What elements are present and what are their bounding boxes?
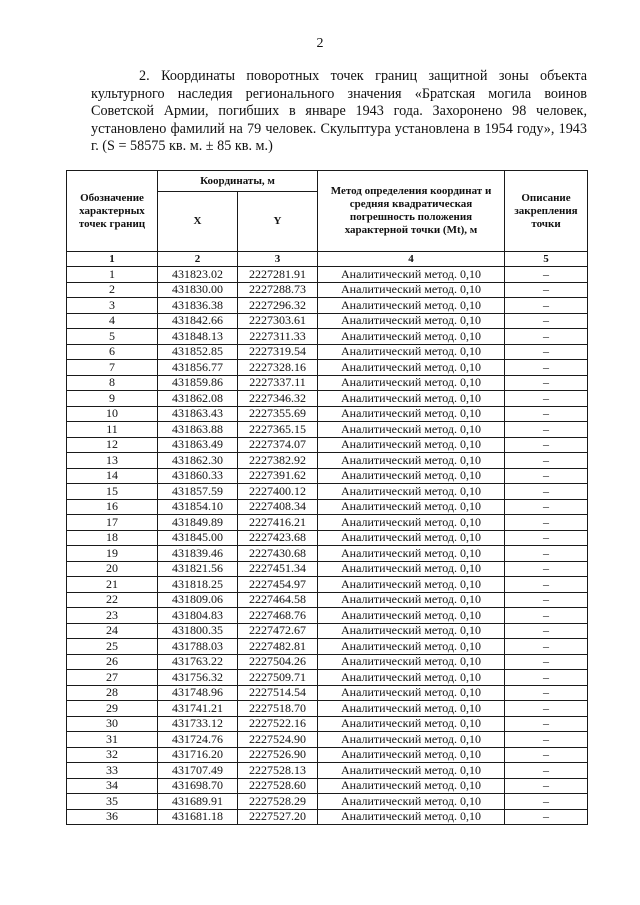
column-number: 2 <box>158 252 238 267</box>
table-row <box>67 453 588 469</box>
description-cell: – <box>505 515 588 531</box>
header-fixing-description: Описание закрепления точки <box>505 171 588 252</box>
table-row <box>67 468 588 484</box>
point-number-cell: 18 <box>67 530 158 546</box>
method-cell: Аналитический метод. 0,10 <box>318 375 505 391</box>
method-cell: Аналитический метод. 0,10 <box>318 732 505 748</box>
y-cell: 2227391.62 <box>238 468 318 484</box>
table-row <box>67 344 588 360</box>
y-cell: 2227430.68 <box>238 546 318 562</box>
method-cell: Аналитический метод. 0,10 <box>318 437 505 453</box>
point-number-cell: 20 <box>67 561 158 577</box>
point-number-cell: 15 <box>67 484 158 500</box>
table-row <box>67 592 588 608</box>
header-point-designation: Обозначение характерных точек границ <box>67 171 158 252</box>
point-number-cell: 36 <box>67 809 158 825</box>
header-x: X <box>158 192 238 252</box>
table-row <box>67 267 588 283</box>
method-cell: Аналитический метод. 0,10 <box>318 794 505 810</box>
y-cell: 2227464.58 <box>238 592 318 608</box>
table-row <box>67 530 588 546</box>
table-row <box>67 778 588 794</box>
description-cell: – <box>505 732 588 748</box>
y-cell: 2227337.11 <box>238 375 318 391</box>
table-row <box>67 747 588 763</box>
paragraph-text: 2. Координаты поворотных точек границ защитной зоны объекта культурного наследия регионального значения «Братская могила воинов Советской Армии, погибших в январе 1943 года. Захоронено 98 человек, установлено фамилий на 79 человек. Скульптура установлена в 1954 году», 1943 г. (S = 58575 кв. м. ± 85 кв. м.) <box>91 68 587 155</box>
description-cell: – <box>505 716 588 732</box>
method-cell: Аналитический метод. 0,10 <box>318 298 505 314</box>
x-cell: 431756.32 <box>158 670 238 686</box>
point-number-cell: 4 <box>67 313 158 329</box>
method-cell: Аналитический метод. 0,10 <box>318 608 505 624</box>
table-row <box>67 685 588 701</box>
description-cell: – <box>505 298 588 314</box>
table-row <box>67 561 588 577</box>
method-cell: Аналитический метод. 0,10 <box>318 267 505 283</box>
x-cell: 431707.49 <box>158 763 238 779</box>
table-row <box>67 499 588 515</box>
point-number-cell: 8 <box>67 375 158 391</box>
x-cell: 431818.25 <box>158 577 238 593</box>
y-cell: 2227355.69 <box>238 406 318 422</box>
description-cell: – <box>505 267 588 283</box>
table-row <box>67 654 588 670</box>
description-cell: – <box>505 360 588 376</box>
x-cell: 431681.18 <box>158 809 238 825</box>
column-number: 4 <box>318 252 505 267</box>
description-cell: – <box>505 763 588 779</box>
point-number-cell: 24 <box>67 623 158 639</box>
table-row <box>67 763 588 779</box>
y-cell: 2227319.54 <box>238 344 318 360</box>
table-body <box>67 267 588 825</box>
description-cell: – <box>505 546 588 562</box>
table-row <box>67 329 588 345</box>
method-cell: Аналитический метод. 0,10 <box>318 592 505 608</box>
x-cell: 431859.86 <box>158 375 238 391</box>
table-row <box>67 809 588 825</box>
x-cell: 431852.85 <box>158 344 238 360</box>
description-cell: – <box>505 468 588 484</box>
point-number-cell: 31 <box>67 732 158 748</box>
description-cell: – <box>505 453 588 469</box>
description-cell: – <box>505 561 588 577</box>
y-cell: 2227416.21 <box>238 515 318 531</box>
method-cell: Аналитический метод. 0,10 <box>318 639 505 655</box>
point-number-cell: 5 <box>67 329 158 345</box>
point-number-cell: 12 <box>67 437 158 453</box>
description-cell: – <box>505 639 588 655</box>
table-row <box>67 716 588 732</box>
y-cell: 2227472.67 <box>238 623 318 639</box>
description-cell: – <box>505 329 588 345</box>
description-cell: – <box>505 499 588 515</box>
point-number-cell: 25 <box>67 639 158 655</box>
method-cell: Аналитический метод. 0,10 <box>318 453 505 469</box>
x-cell: 431788.03 <box>158 639 238 655</box>
point-number-cell: 14 <box>67 468 158 484</box>
method-cell: Аналитический метод. 0,10 <box>318 809 505 825</box>
method-cell: Аналитический метод. 0,10 <box>318 391 505 407</box>
description-cell: – <box>505 422 588 438</box>
point-number-cell: 1 <box>67 267 158 283</box>
method-cell: Аналитический метод. 0,10 <box>318 313 505 329</box>
x-cell: 431836.38 <box>158 298 238 314</box>
description-cell: – <box>505 406 588 422</box>
x-cell: 431845.00 <box>158 530 238 546</box>
x-cell: 431763.22 <box>158 654 238 670</box>
description-cell: – <box>505 344 588 360</box>
y-cell: 2227296.32 <box>238 298 318 314</box>
y-cell: 2227328.16 <box>238 360 318 376</box>
description-cell: – <box>505 484 588 500</box>
x-cell: 431733.12 <box>158 716 238 732</box>
method-cell: Аналитический метод. 0,10 <box>318 716 505 732</box>
y-cell: 2227451.34 <box>238 561 318 577</box>
header-y: Y <box>238 192 318 252</box>
method-cell: Аналитический метод. 0,10 <box>318 747 505 763</box>
method-cell: Аналитический метод. 0,10 <box>318 282 505 298</box>
x-cell: 431809.06 <box>158 592 238 608</box>
coordinates-table <box>66 170 588 825</box>
table-row <box>67 422 588 438</box>
table-row <box>67 515 588 531</box>
table-row <box>67 732 588 748</box>
method-cell: Аналитический метод. 0,10 <box>318 654 505 670</box>
method-cell: Аналитический метод. 0,10 <box>318 623 505 639</box>
y-cell: 2227468.76 <box>238 608 318 624</box>
point-number-cell: 2 <box>67 282 158 298</box>
y-cell: 2227408.34 <box>238 499 318 515</box>
description-cell: – <box>505 701 588 717</box>
point-number-cell: 16 <box>67 499 158 515</box>
y-cell: 2227311.33 <box>238 329 318 345</box>
point-number-cell: 7 <box>67 360 158 376</box>
page-number: 2 <box>316 36 324 51</box>
y-cell: 2227524.90 <box>238 732 318 748</box>
y-cell: 2227514.54 <box>238 685 318 701</box>
header-coordinates: Координаты, м <box>158 171 318 192</box>
point-number-cell: 30 <box>67 716 158 732</box>
y-cell: 2227522.16 <box>238 716 318 732</box>
description-cell: – <box>505 778 588 794</box>
column-number: 3 <box>238 252 318 267</box>
section-paragraph <box>91 68 587 156</box>
x-cell: 431854.10 <box>158 499 238 515</box>
table-row <box>67 701 588 717</box>
x-cell: 431863.88 <box>158 422 238 438</box>
x-cell: 431741.21 <box>158 701 238 717</box>
method-cell: Аналитический метод. 0,10 <box>318 577 505 593</box>
y-cell: 2227527.20 <box>238 809 318 825</box>
y-cell: 2227303.61 <box>238 313 318 329</box>
description-cell: – <box>505 654 588 670</box>
x-cell: 431698.70 <box>158 778 238 794</box>
point-number-cell: 26 <box>67 654 158 670</box>
x-cell: 431863.49 <box>158 437 238 453</box>
method-cell: Аналитический метод. 0,10 <box>318 685 505 701</box>
y-cell: 2227374.07 <box>238 437 318 453</box>
table-row <box>67 406 588 422</box>
y-cell: 2227528.29 <box>238 794 318 810</box>
x-cell: 431830.00 <box>158 282 238 298</box>
table-row <box>67 608 588 624</box>
table-row <box>67 623 588 639</box>
x-cell: 431800.35 <box>158 623 238 639</box>
description-cell: – <box>505 592 588 608</box>
y-cell: 2227288.73 <box>238 282 318 298</box>
column-number: 1 <box>67 252 158 267</box>
y-cell: 2227454.97 <box>238 577 318 593</box>
description-cell: – <box>505 685 588 701</box>
x-cell: 431716.20 <box>158 747 238 763</box>
point-number-cell: 23 <box>67 608 158 624</box>
point-number-cell: 3 <box>67 298 158 314</box>
column-number: 5 <box>505 252 588 267</box>
x-cell: 431848.13 <box>158 329 238 345</box>
x-cell: 431863.43 <box>158 406 238 422</box>
table-row <box>67 375 588 391</box>
description-cell: – <box>505 391 588 407</box>
point-number-cell: 9 <box>67 391 158 407</box>
table-row <box>67 577 588 593</box>
x-cell: 431839.46 <box>158 546 238 562</box>
method-cell: Аналитический метод. 0,10 <box>318 763 505 779</box>
method-cell: Аналитический метод. 0,10 <box>318 329 505 345</box>
x-cell: 431748.96 <box>158 685 238 701</box>
description-cell: – <box>505 794 588 810</box>
x-cell: 431856.77 <box>158 360 238 376</box>
y-cell: 2227346.32 <box>238 391 318 407</box>
table-row <box>67 391 588 407</box>
x-cell: 431849.89 <box>158 515 238 531</box>
point-number-cell: 29 <box>67 701 158 717</box>
table-row <box>67 484 588 500</box>
description-cell: – <box>505 747 588 763</box>
x-cell: 431689.91 <box>158 794 238 810</box>
description-cell: – <box>505 313 588 329</box>
y-cell: 2227400.12 <box>238 484 318 500</box>
method-cell: Аналитический метод. 0,10 <box>318 546 505 562</box>
description-cell: – <box>505 577 588 593</box>
method-cell: Аналитический метод. 0,10 <box>318 701 505 717</box>
description-cell: – <box>505 530 588 546</box>
point-number-cell: 13 <box>67 453 158 469</box>
table-row <box>67 298 588 314</box>
y-cell: 2227281.91 <box>238 267 318 283</box>
table-row <box>67 794 588 810</box>
table-row <box>67 670 588 686</box>
description-cell: – <box>505 670 588 686</box>
method-cell: Аналитический метод. 0,10 <box>318 422 505 438</box>
description-cell: – <box>505 437 588 453</box>
y-cell: 2227365.15 <box>238 422 318 438</box>
description-cell: – <box>505 623 588 639</box>
x-cell: 431823.02 <box>158 267 238 283</box>
method-cell: Аналитический метод. 0,10 <box>318 344 505 360</box>
point-number-cell: 35 <box>67 794 158 810</box>
point-number-cell: 17 <box>67 515 158 531</box>
table-row <box>67 282 588 298</box>
y-cell: 2227528.13 <box>238 763 318 779</box>
x-cell: 431860.33 <box>158 468 238 484</box>
method-cell: Аналитический метод. 0,10 <box>318 561 505 577</box>
method-cell: Аналитический метод. 0,10 <box>318 406 505 422</box>
y-cell: 2227509.71 <box>238 670 318 686</box>
description-cell: – <box>505 375 588 391</box>
table-row <box>67 360 588 376</box>
table-row <box>67 546 588 562</box>
x-cell: 431804.83 <box>158 608 238 624</box>
x-cell: 431857.59 <box>158 484 238 500</box>
point-number-cell: 22 <box>67 592 158 608</box>
point-number-cell: 27 <box>67 670 158 686</box>
point-number-cell: 19 <box>67 546 158 562</box>
x-cell: 431724.76 <box>158 732 238 748</box>
method-cell: Аналитический метод. 0,10 <box>318 778 505 794</box>
table-row <box>67 437 588 453</box>
description-cell: – <box>505 282 588 298</box>
table-row <box>67 639 588 655</box>
point-number-cell: 10 <box>67 406 158 422</box>
y-cell: 2227504.26 <box>238 654 318 670</box>
method-cell: Аналитический метод. 0,10 <box>318 530 505 546</box>
y-cell: 2227528.60 <box>238 778 318 794</box>
x-cell: 431862.08 <box>158 391 238 407</box>
x-cell: 431821.56 <box>158 561 238 577</box>
point-number-cell: 32 <box>67 747 158 763</box>
table-row <box>67 313 588 329</box>
description-cell: – <box>505 608 588 624</box>
point-number-cell: 11 <box>67 422 158 438</box>
point-number-cell: 33 <box>67 763 158 779</box>
x-cell: 431842.66 <box>158 313 238 329</box>
y-cell: 2227423.68 <box>238 530 318 546</box>
y-cell: 2227482.81 <box>238 639 318 655</box>
method-cell: Аналитический метод. 0,10 <box>318 670 505 686</box>
method-cell: Аналитический метод. 0,10 <box>318 360 505 376</box>
y-cell: 2227382.92 <box>238 453 318 469</box>
method-cell: Аналитический метод. 0,10 <box>318 468 505 484</box>
method-cell: Аналитический метод. 0,10 <box>318 499 505 515</box>
point-number-cell: 6 <box>67 344 158 360</box>
method-cell: Аналитический метод. 0,10 <box>318 484 505 500</box>
point-number-cell: 34 <box>67 778 158 794</box>
point-number-cell: 28 <box>67 685 158 701</box>
y-cell: 2227518.70 <box>238 701 318 717</box>
x-cell: 431862.30 <box>158 453 238 469</box>
description-cell: – <box>505 809 588 825</box>
point-number-cell: 21 <box>67 577 158 593</box>
header-method: Метод определения координат и средняя квадратическая погрешность положения характерной точки (Mt), м <box>318 171 505 252</box>
y-cell: 2227526.90 <box>238 747 318 763</box>
method-cell: Аналитический метод. 0,10 <box>318 515 505 531</box>
